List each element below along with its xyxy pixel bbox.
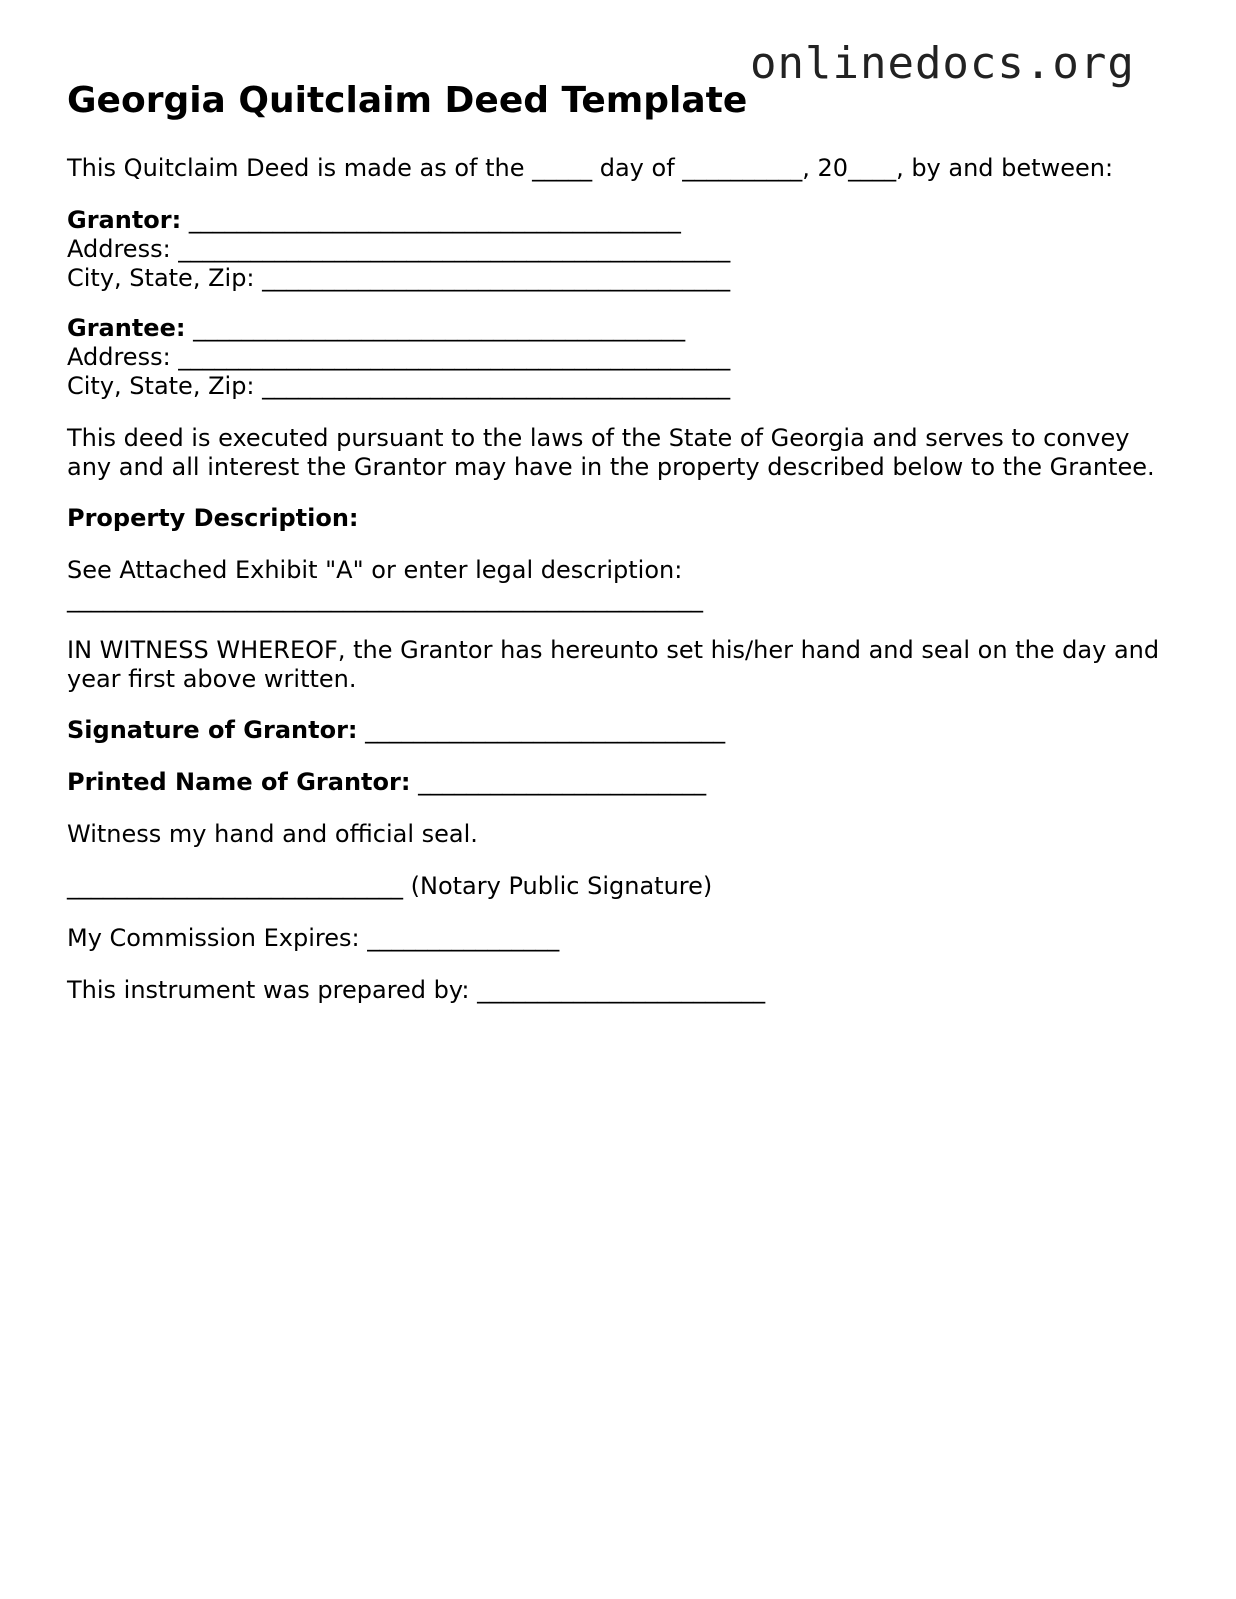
seal-line: Witness my hand and official seal.	[67, 820, 478, 848]
grantee-city-line: City, State, Zip: _______________________________________	[67, 372, 731, 400]
printed-name-line	[67, 768, 706, 797]
grantee-label: Grantee:	[67, 314, 186, 342]
grantee-name-line	[67, 314, 685, 343]
page-title: Georgia Quitclaim Deed Template	[67, 80, 748, 121]
watermark-logo: onlinedocs.org	[750, 38, 1135, 89]
intro-line: This Quitclaim Deed is made as of the _____ day of __________, 20____, by and between:	[67, 154, 1114, 182]
grantee-address-line: Address: ______________________________________________	[67, 343, 731, 371]
legal-description-blank: _____________________________________________________	[67, 585, 703, 613]
conveyance-paragraph: This deed is executed pursuant to the laws of the State of Georgia and serves to convey any and all interest the Grantor may have in the property described below to the Grantee.	[67, 424, 1155, 481]
signature-blank: ______________________________	[357, 716, 726, 744]
printed-name-label: Printed Name of Grantor:	[67, 768, 411, 796]
grantor-city-line: City, State, Zip: _______________________________________	[67, 264, 731, 292]
grantor-label: Grantor:	[67, 206, 182, 234]
witness-paragraph: IN WITNESS WHEREOF, the Grantor has hereunto set his/her hand and seal on the day and year first above written.	[67, 636, 1160, 693]
printed-name-blank: ________________________	[410, 768, 707, 796]
grantor-name-blank: _________________________________________	[181, 206, 681, 234]
grantor-name-line	[67, 206, 681, 235]
grantee-name-blank: _________________________________________	[185, 314, 686, 342]
prepared-by-line: This instrument was prepared by: ________________________	[67, 976, 766, 1004]
signature-line	[67, 716, 725, 745]
commission-expires-line: My Commission Expires: ________________	[67, 924, 560, 952]
signature-label: Signature of Grantor:	[67, 716, 358, 744]
exhibit-line: See Attached Exhibit "A" or enter legal description:	[67, 556, 683, 584]
grantor-address-line: Address: ______________________________________________	[67, 235, 731, 263]
property-description-heading: Property Description:	[67, 504, 359, 532]
notary-signature-line: ____________________________ (Notary Public Signature)	[67, 872, 713, 900]
